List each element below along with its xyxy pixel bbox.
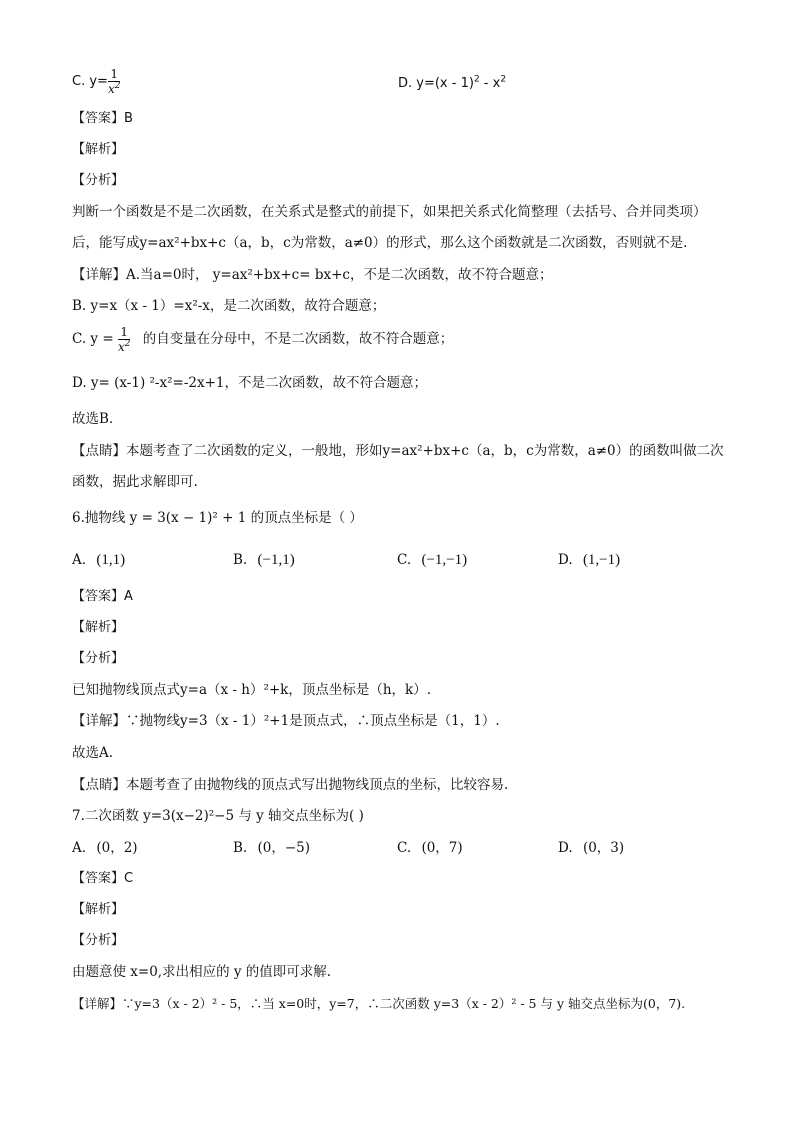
option-label: A.	[72, 552, 87, 568]
q5-xiangjie-c	[72, 326, 453, 353]
q6-option-b	[233, 550, 295, 570]
option-value: (0，7)	[421, 840, 463, 856]
q7-stem: 7.二次函数 y=3(x−2)²−5 与 y 轴交点坐标为( )	[72, 808, 364, 824]
q7-analysis-heading: 【解析】	[72, 902, 125, 917]
q5-fenxi-line2: 后，能写成y=ax²+bx+c（a，b，c为常数，a≠0）的形式，那么这个函数就是二次函数，否则就不是.	[72, 235, 688, 251]
q7-option-c	[397, 838, 463, 858]
q6-option-c	[397, 550, 467, 570]
q5-option-c	[72, 68, 120, 95]
q6-xiangjie: 【详解】∵抛物线y=3（x - 1）²+1是顶点式，∴顶点坐标是（1，1）.	[72, 713, 500, 729]
q5-option-c-prefix: C. y=	[72, 74, 108, 89]
option-label: A.	[72, 840, 87, 856]
q5-xiangjie-c-tail: 的自变量在分母中，不是二次函数，故不符合题意；	[142, 331, 454, 347]
q5-option-d-tail: - x	[479, 76, 501, 91]
denominator-exponent: 2	[114, 81, 121, 91]
q5-xiangjie-a: 【详解】A.当a=0时， y=ax²+bx+c= bx+c，不是二次函数，故不符合题意；	[72, 267, 553, 283]
fraction-denominator	[118, 340, 131, 353]
q5-option-d	[398, 74, 506, 94]
q6-option-d	[558, 550, 620, 570]
q7-option-b	[233, 838, 310, 858]
denominator-base: x	[107, 82, 115, 96]
option-label: B.	[233, 552, 248, 568]
option-label: D.	[558, 840, 573, 856]
q5-option-d-tail-exp: 2	[500, 74, 507, 85]
q6-fenxi-heading: 【分析】	[72, 651, 125, 666]
q5-dianjing-line1: 【点睛】本题考查了二次函数的定义，一般地，形如y=ax²+bx+c（a，b，c为常数，a≠0）的函数叫做二次	[72, 443, 724, 459]
q6-analysis-heading: 【解析】	[72, 620, 125, 635]
option-value: (0，3)	[582, 840, 625, 856]
option-value: (0，2)	[96, 840, 138, 856]
q5-fenxi-line1: 判断一个函数是不是二次函数，在关系式是整式的前提下，如果把关系式化简整理（去括号、合并同类项）	[72, 204, 707, 220]
q5-option-d-exp: 2	[473, 74, 480, 85]
fraction-denominator	[108, 82, 121, 95]
q5-fenxi-heading: 【分析】	[72, 173, 125, 188]
fraction-numerator: 1	[108, 68, 121, 82]
q5-xiangjie-b: B. y=x（x - 1）=x²-x，是二次函数，故符合题意；	[72, 298, 386, 314]
q7-option-a	[72, 838, 138, 858]
q7-fenxi-text: 由题意使 x=0,求出相应的 y 的值即可求解.	[72, 964, 332, 980]
q5-xiangjie-c-prefix: C. y =	[72, 331, 114, 347]
q6-option-a	[72, 550, 125, 570]
q5-xiangjie-c-fraction	[118, 326, 131, 353]
q7-xiangjie: 【详解】∵y=3（x - 2）² - 5，∴当 x=0时，y=7，∴二次函数 y=3（x - 2）² - 5 与 y 轴交点坐标为(0，7).	[72, 996, 686, 1011]
q6-choose: 故选A.	[72, 745, 114, 761]
q5-answer: 【答案】B	[72, 111, 133, 126]
q7-answer: 【答案】C	[72, 871, 134, 886]
denominator-exponent: 2	[124, 339, 131, 349]
q5-choose: 故选B.	[72, 411, 114, 427]
q5-dianjing-line2: 函数，据此求解即可.	[72, 474, 198, 490]
option-value: (1,−1)	[582, 552, 621, 568]
q6-stem: 6.抛物线 y = 3(x − 1)² + 1 的顶点坐标是（ ）	[72, 510, 363, 526]
option-value: (1,1)	[96, 552, 126, 568]
option-label: C.	[397, 840, 412, 856]
q5-option-c-fraction	[108, 68, 121, 95]
option-label: D.	[558, 552, 573, 568]
q6-dianjing: 【点睛】本题考查了由抛物线的顶点式写出抛物线顶点的坐标，比较容易.	[72, 777, 509, 793]
option-label: B.	[233, 840, 248, 856]
q6-fenxi-text: 已知抛物线顶点式y=a（x - h）²+k，顶点坐标是（h，k）.	[72, 682, 432, 698]
fraction-numerator: 1	[118, 326, 131, 340]
q5-xiangjie-d: D. y= (x-1) ²-x²=-2x+1，不是二次函数，故不符合题意；	[72, 375, 427, 391]
q5-analysis-heading: 【解析】	[72, 142, 125, 157]
option-value: (0，−5)	[257, 840, 311, 856]
denominator-base: x	[117, 340, 125, 354]
option-value: (−1,1)	[257, 552, 295, 568]
option-value: (−1,−1)	[421, 552, 468, 568]
q7-option-d	[558, 838, 624, 858]
q7-fenxi-heading: 【分析】	[72, 933, 125, 948]
option-label: C.	[397, 552, 412, 568]
q6-answer: 【答案】A	[72, 589, 133, 604]
q5-option-d-text: D. y=(x - 1)	[398, 76, 474, 91]
